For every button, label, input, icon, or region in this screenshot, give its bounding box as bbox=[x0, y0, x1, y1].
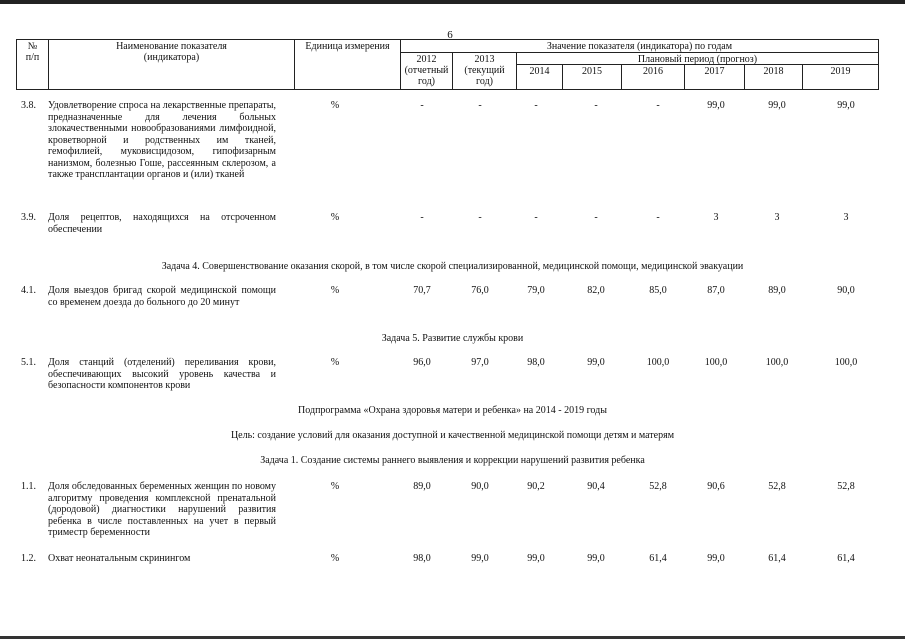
value-2017: 99,0 bbox=[707, 100, 725, 111]
value-2015: - bbox=[594, 100, 598, 111]
row-number: 5.1. bbox=[21, 357, 36, 368]
value-2019: 52,8 bbox=[837, 481, 855, 492]
value-2019: 61,4 bbox=[837, 553, 855, 564]
header-unit: Единица измерения bbox=[295, 40, 401, 90]
row-number: 3.8. bbox=[21, 100, 36, 111]
value-2019: 90,0 bbox=[837, 285, 855, 296]
value-2016: 61,4 bbox=[649, 553, 667, 564]
value-2017: 100,0 bbox=[704, 357, 728, 368]
section-task-5: Задача 5. Развитие службы крови bbox=[381, 333, 524, 344]
value-2016: 52,8 bbox=[649, 481, 667, 492]
value-2018: 52,8 bbox=[768, 481, 786, 492]
value-2013: 76,0 bbox=[471, 285, 489, 296]
value-2016: - bbox=[656, 212, 660, 223]
value-2018: 89,0 bbox=[768, 285, 786, 296]
value-2014: - bbox=[534, 100, 538, 111]
value-2012: 96,0 bbox=[413, 357, 431, 368]
header-name: Наименование показателя (индикатора) bbox=[49, 40, 295, 90]
header-year-2017: 2017 bbox=[685, 65, 745, 90]
value-2018: 3 bbox=[774, 212, 780, 223]
value-2015: 99,0 bbox=[587, 357, 605, 368]
value-2017: 3 bbox=[713, 212, 719, 223]
value-2014: 90,2 bbox=[527, 481, 545, 492]
value-2018: 99,0 bbox=[768, 100, 786, 111]
value-2017: 87,0 bbox=[707, 285, 725, 296]
scan-edge-top bbox=[0, 0, 905, 4]
header-year-2012: 2012 (отчетный год) bbox=[401, 53, 453, 90]
value-2019: 3 bbox=[843, 212, 849, 223]
header-year-2016: 2016 bbox=[622, 65, 685, 90]
value-2019: 100,0 bbox=[834, 357, 858, 368]
row-number: 3.9. bbox=[21, 212, 36, 223]
value-2013: 99,0 bbox=[471, 553, 489, 564]
value-2018: 100,0 bbox=[765, 357, 789, 368]
header-values-group: Значение показателя (индикатора) по годам bbox=[401, 40, 879, 53]
scan-edge-bottom bbox=[0, 636, 905, 639]
row-name: Доля рецептов, находящихся на отсроченном обеспечении bbox=[48, 212, 276, 235]
value-2013: 90,0 bbox=[471, 481, 489, 492]
header-year-2018: 2018 bbox=[745, 65, 803, 90]
section-task-4: Задача 4. Совершенствование оказания скорой, в том числе скорой специализированной, медицинской помощи, медицинской эвакуации bbox=[161, 261, 744, 272]
value-2017: 99,0 bbox=[707, 553, 725, 564]
value-2014: - bbox=[534, 212, 538, 223]
value-2013: - bbox=[478, 100, 482, 111]
value-2017: 90,6 bbox=[707, 481, 725, 492]
row-name: Удовлетворение спроса на лекарственные препараты, предназначенные для лечения больных злокачественными новообразованиями лимфоидной, кроветворной и родственных им тканей, гемофилией, муковисцидозом, гипофизарным нанизмом, болезнью Гоше, рассеянным склерозом, а также трансплантации органов и (или) тканей bbox=[48, 100, 276, 180]
row-number: 1.1. bbox=[21, 481, 36, 492]
header-year-2015: 2015 bbox=[563, 65, 622, 90]
value-2012: - bbox=[420, 212, 424, 223]
value-2013: 97,0 bbox=[471, 357, 489, 368]
value-2014: 99,0 bbox=[527, 553, 545, 564]
row-unit: % bbox=[330, 285, 340, 296]
table-header bbox=[16, 39, 879, 90]
value-2012: 89,0 bbox=[413, 481, 431, 492]
row-name: Доля обследованных беременных женщин по новому алгоритму проведения комплексной пренатальной (дородовой) диагностики нарушений развития ребенка в числе поставленных на учет в первый триместр беременности bbox=[48, 481, 276, 538]
row-name: Охват неонатальным скринингом bbox=[48, 553, 191, 564]
value-2015: - bbox=[594, 212, 598, 223]
value-2016: 85,0 bbox=[649, 285, 667, 296]
value-2014: 98,0 bbox=[527, 357, 545, 368]
page-number: 6 bbox=[447, 29, 453, 41]
value-2018: 61,4 bbox=[768, 553, 786, 564]
value-2015: 90,4 bbox=[587, 481, 605, 492]
row-unit: % bbox=[330, 553, 340, 564]
header-year-2014: 2014 bbox=[517, 65, 563, 90]
goal-title: Цель: создание условий для оказания доступной и качественной медицинской помощи детям и матерям bbox=[230, 430, 675, 441]
row-unit: % bbox=[330, 212, 340, 223]
value-2015: 99,0 bbox=[587, 553, 605, 564]
value-2012: - bbox=[420, 100, 424, 111]
row-unit: % bbox=[330, 100, 340, 111]
value-2016: 100,0 bbox=[646, 357, 670, 368]
row-number: 1.2. bbox=[21, 553, 36, 564]
value-2019: 99,0 bbox=[837, 100, 855, 111]
row-name: Доля станций (отделений) переливания крови, обеспечивающих высокий уровень качества и безопасности компонентов крови bbox=[48, 357, 276, 391]
row-number: 4.1. bbox=[21, 285, 36, 296]
section-task-1: Задача 1. Создание системы раннего выявления и коррекции нарушений развития ребенка bbox=[260, 455, 645, 466]
row-unit: % bbox=[330, 357, 340, 368]
header-year-2013: 2013 (текущий год) bbox=[453, 53, 517, 90]
header-plan-period: Плановый период (прогноз) bbox=[517, 53, 879, 65]
row-name: Доля выездов бригад скорой медицинской помощи со временем доезда до больного до 20 минут bbox=[48, 285, 276, 308]
value-2016: - bbox=[656, 100, 660, 111]
row-unit: % bbox=[330, 481, 340, 492]
subprogram-title: Подпрограмма «Охрана здоровья матери и ребенка» на 2014 - 2019 годы bbox=[298, 405, 607, 416]
value-2012: 98,0 bbox=[413, 553, 431, 564]
header-num: № п/п bbox=[17, 40, 49, 90]
value-2014: 79,0 bbox=[527, 285, 545, 296]
value-2013: - bbox=[478, 212, 482, 223]
header-year-2019: 2019 bbox=[803, 65, 879, 90]
value-2012: 70,7 bbox=[413, 285, 431, 296]
value-2015: 82,0 bbox=[587, 285, 605, 296]
